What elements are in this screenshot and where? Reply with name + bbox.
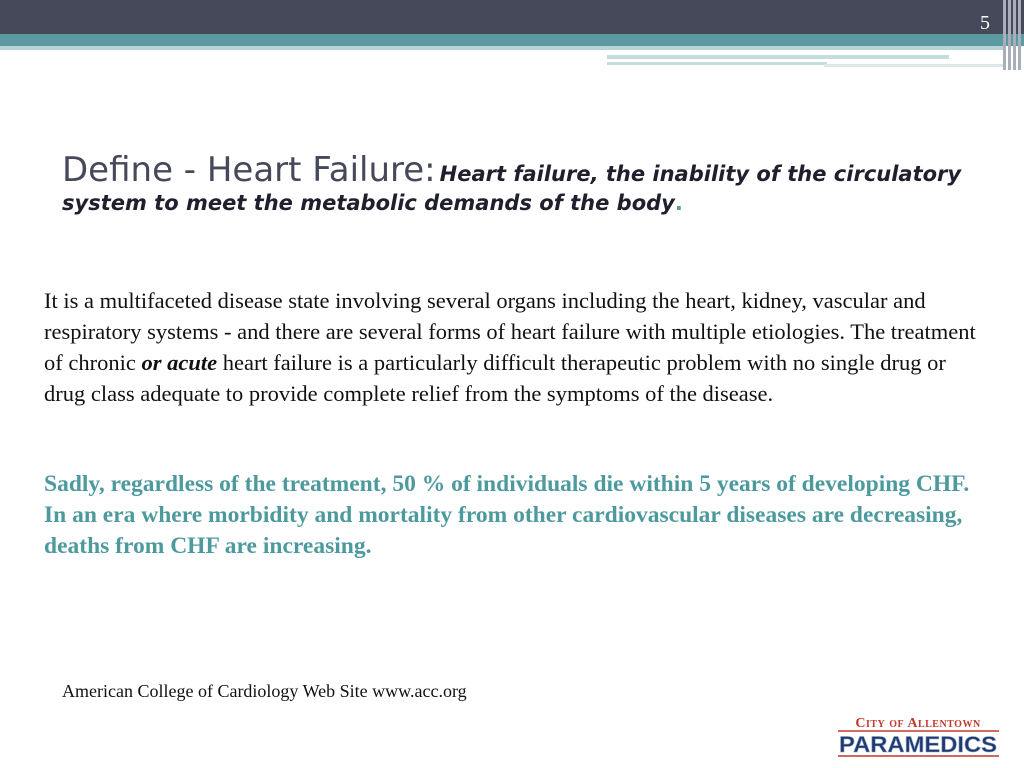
header-accent-line xyxy=(824,64,1004,67)
header-band-teal xyxy=(0,34,1024,46)
paramedics-logo xyxy=(836,714,1001,758)
slide-number: 5 xyxy=(980,12,990,34)
body-text-before: It is a multifaceted disease state involving several organs including the heart, kidney, vascular and respiratory systems - and there are several forms of heart failure with multiple etiologies. The treatment of chronic xyxy=(44,288,976,375)
slide-title xyxy=(62,150,962,216)
header-stripes xyxy=(1003,0,1024,70)
body-text-after: heart failure is a particularly difficult therapeutic problem with no single drug or drug class adequate to provide complete relief from the symptoms of the disease. xyxy=(44,350,946,406)
header-accent-line xyxy=(607,62,827,65)
title-period: . xyxy=(674,190,683,215)
title-main: Define - Heart Failure: xyxy=(62,150,436,190)
source-citation: American College of Cardiology Web Site www.acc.org xyxy=(62,681,467,701)
logo-city-text: City of Allentown xyxy=(855,716,981,731)
header-band-light xyxy=(0,46,1005,50)
title-definition-term: Heart failure xyxy=(439,162,591,186)
body-paragraph xyxy=(44,285,989,409)
emphasis-paragraph: Sadly, regardless of the treatment, 50 % of individuals die within 5 years of developing CHF. In an era where morbidity and mortality from other cardiovascular diseases are decreasing, deaths from CHF are increasing. xyxy=(44,471,970,559)
body-text-emphasis: or acute xyxy=(141,350,218,375)
header-accent-line xyxy=(607,55,949,59)
header-band-dark xyxy=(0,0,1024,34)
logo-paramedics-text: PARAMEDICS xyxy=(839,732,997,757)
title-definition-text: , the inability of the circulatory system to meet the metabolic demands of the body xyxy=(62,162,962,215)
